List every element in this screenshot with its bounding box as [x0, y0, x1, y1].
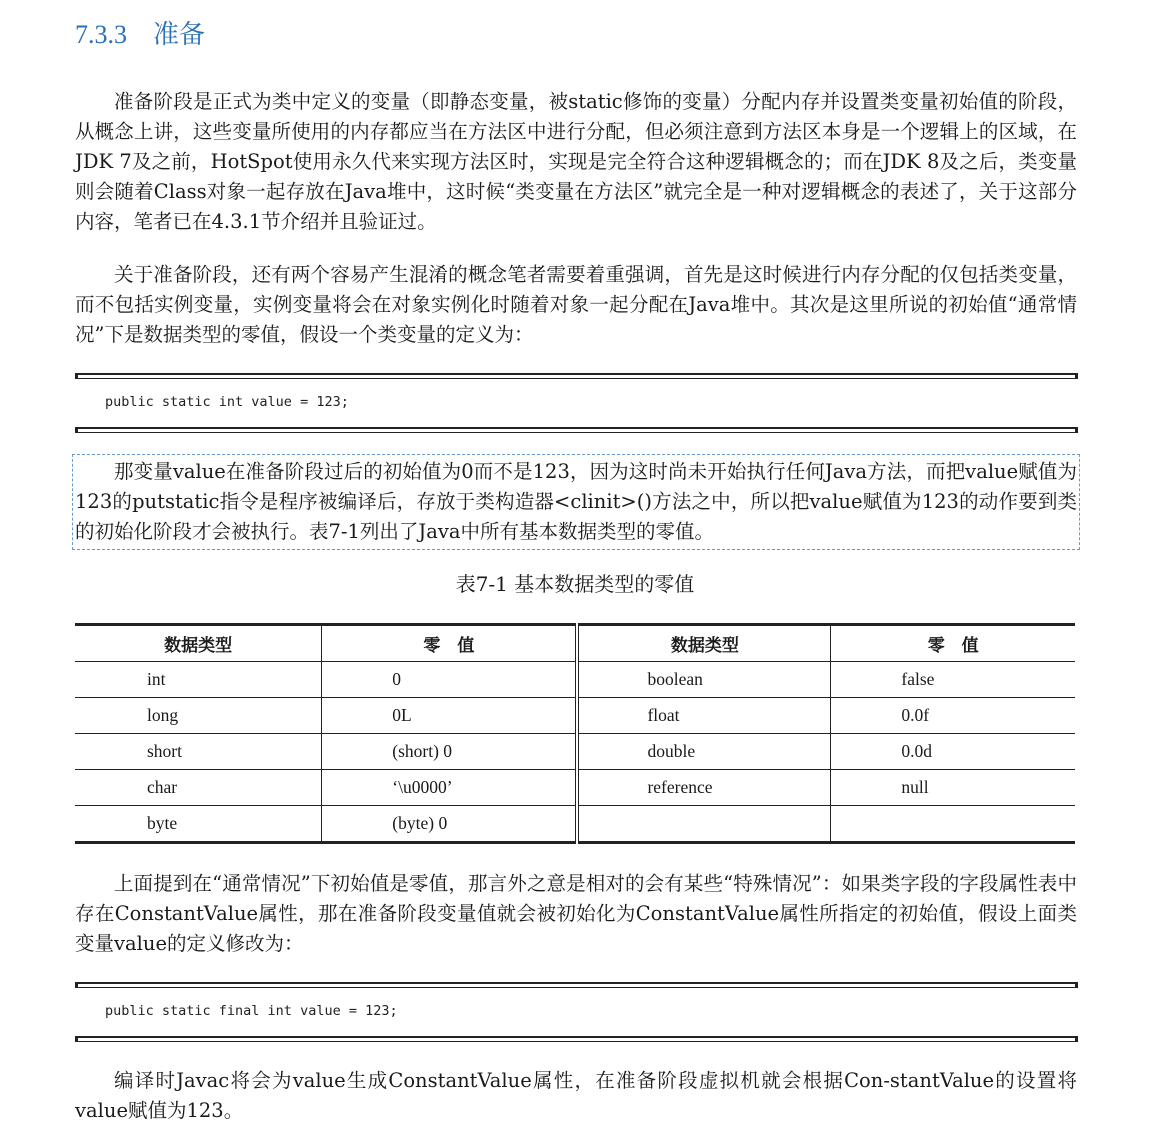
code-block-top-rule [75, 982, 1078, 988]
code-block-2: public static final int value = 123; [105, 1003, 398, 1019]
table-cell: (short) 0 [322, 734, 578, 770]
table-cell: char [75, 770, 322, 806]
header-zero-value: 零 值 [831, 625, 1075, 662]
paragraph-3-highlighted: 那变量value在准备阶段过后的初始值为0而不是123，因为这时尚未开始执行任何Java方法，而把value赋值为123的putstatic指令是程序被编译后，存放于类构造器<clinit>()方法之中，所以把value赋值为123的动作要到类的初始化阶段才会被执行。表7-1列出了Java中所有基本数据类型的零值。 [75, 457, 1077, 547]
table-cell: null [831, 770, 1075, 806]
section-heading [75, 14, 205, 51]
paragraph-1: 准备阶段是正式为类中定义的变量（即静态变量，被static修饰的变量）分配内存并设置类变量初始值的阶段，从概念上讲，这些变量所使用的内存都应当在方法区中进行分配，但必须注意到方法区本身是一个逻辑上的区域，在JDK 7及之前，HotSpot使用永久代来实现方法区时，实现是完全符合这种逻辑概念的；而在JDK 8及之后，类变量则会随着Class对象一起存放在Java堆中，这时候“类变量在方法区”就完全是一种对逻辑概念的表述了，关于这部分内容，笔者已在4.3.1节介绍并且验证过。 [75, 90, 1077, 233]
table-cell: short [75, 734, 322, 770]
table-row [75, 770, 1075, 806]
paragraph-5: 编译时Javac将会为value生成ConstantValue属性，在准备阶段虚拟机就会根据Con-stantValue的设置将value赋值为123。 [75, 1069, 1077, 1122]
table-header-row [75, 625, 1075, 662]
table-row [75, 698, 1075, 734]
section-title: 准备 [153, 20, 206, 49]
paragraph-4: 上面提到在“通常情况”下初始值是零值，那言外之意是相对的会有某些“特殊情况”：如果类字段的字段属性表中存在ConstantValue属性，那在准备阶段变量值就会被初始化为ConstantValue属性所指定的初始值，假设上面类变量value的定义修改为： [75, 872, 1077, 955]
table-cell: 0.0d [831, 734, 1075, 770]
table-cell: 0 [322, 662, 578, 698]
section-number: 7.3.3 [75, 20, 127, 49]
table-cell: ‘\u0000’ [322, 770, 578, 806]
table-row [75, 734, 1075, 770]
table-cell: long [75, 698, 322, 734]
zero-value-table [75, 623, 1075, 844]
table-cell: int [75, 662, 322, 698]
table-caption: 表7-1 基本数据类型的零值 [455, 572, 695, 596]
code-block-1: public static int value = 123; [105, 394, 349, 410]
table-cell: double [577, 734, 830, 770]
table-cell: float [577, 698, 830, 734]
table-cell: boolean [577, 662, 830, 698]
table-row [75, 806, 1075, 843]
table-row [75, 662, 1075, 698]
code-block-bottom-rule [75, 427, 1078, 433]
code-block-top-rule [75, 373, 1078, 379]
table-cell: reference [577, 770, 830, 806]
table-cell: false [831, 662, 1075, 698]
table-cell: 0L [322, 698, 578, 734]
table-cell: (byte) 0 [322, 806, 578, 843]
code-block-bottom-rule [75, 1036, 1078, 1042]
header-data-type: 数据类型 [577, 625, 830, 662]
table-cell [577, 806, 830, 843]
table-cell: 0.0f [831, 698, 1075, 734]
table-cell [831, 806, 1075, 843]
table-cell: byte [75, 806, 322, 843]
header-data-type: 数据类型 [75, 625, 322, 662]
paragraph-2: 关于准备阶段，还有两个容易产生混淆的概念笔者需要着重强调，首先是这时候进行内存分配的仅包括类变量，而不包括实例变量，实例变量将会在对象实例化时随着对象一起分配在Java堆中。其次是这里所说的初始值“通常情况”下是数据类型的零值，假设一个类变量的定义为： [75, 263, 1077, 346]
header-zero-value: 零 值 [322, 625, 578, 662]
